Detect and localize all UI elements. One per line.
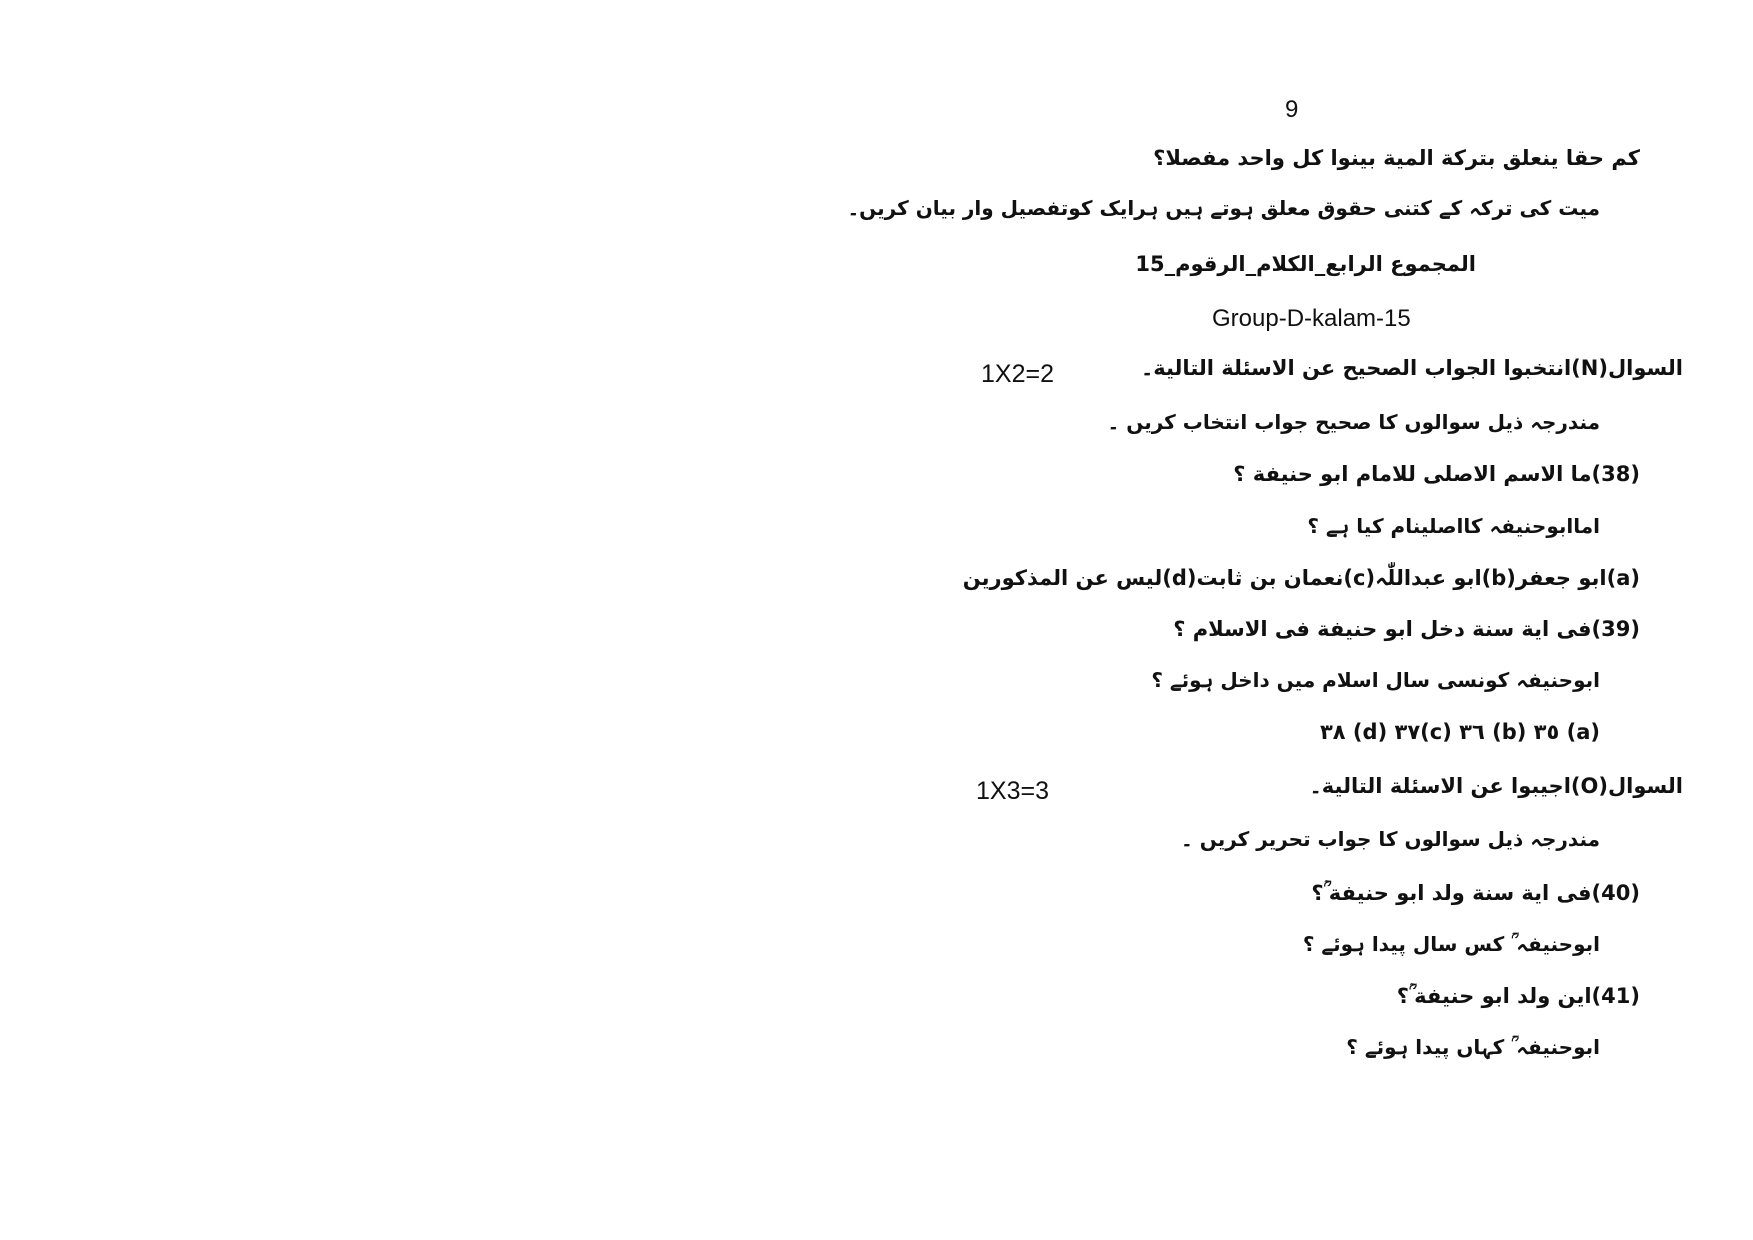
question-38-options: (a)ابو جعفر(b)ابو عبداللّٰہ(c)نعمان بن ثابت(d)لیس عن المذكورين (962, 566, 1640, 590)
section-n-instruction-urdu: مندرجہ ذیل سوالوں کا صحیح جواب انتخاب کریں ۔ (1107, 410, 1600, 434)
section-o-instruction-urdu: مندرجہ ذیل سوالوں کا جواب تحریر کریں ۔ (1181, 827, 1600, 851)
question-39-urdu: ابوحنیفہ کونسی سال اسلام میں داخل ہوئے ؟ (1151, 668, 1600, 692)
question-41-arabic: (41)این ولد ابو حنیفة ؒ؟ (1396, 984, 1640, 1008)
previous-question-arabic: كم حقا ينعلق بتركة المية بينوا كل واحد مفصلا؟ (1153, 146, 1640, 170)
previous-question-urdu: میت کی ترکہ کے کتنی حقوق معلق ہوتے ہیں ہرایک کوتفصیل وار بیان کریں۔ (847, 196, 1600, 220)
group-heading-english: Group-D-kalam-15 (1212, 305, 1411, 332)
question-38-arabic: (38)ما الاسم الاصلی للامام ابو حنیفة ؟ (1233, 462, 1640, 486)
section-o-title: السوال(O)اجیبوا عن الاسئلة التالية۔ (1309, 774, 1683, 798)
section-n-title: السوال(N)انتخبوا الجواب الصحيح عن الاسئلة التالية۔ (1140, 356, 1683, 380)
group-heading-arabic: المجموع الرابع_الكلام_الرقوم_15 (1135, 252, 1476, 276)
question-40-arabic: (40)فی ایة سنة ولد ابو حنیفة ؒ؟ (1311, 881, 1640, 905)
question-39-options: (a) ٣٥ (b) ٣٦ (c)٣٧ (d) ٣٨ (1319, 720, 1600, 744)
section-o-marks: 1X3=3 (976, 777, 1049, 805)
question-39-arabic: (39)فی ایة سنة دخل ابو حنیفة فی الاسلام ؟ (1173, 617, 1640, 641)
question-40-urdu: ابوحنیفہ ؒ کس سال پیدا ہوئے ؟ (1302, 932, 1600, 956)
section-n-marks: 1X2=2 (981, 360, 1054, 388)
question-41-urdu: ابوحنیفہ ؒ کہاں پیدا ہوئے ؟ (1346, 1035, 1600, 1059)
question-38-urdu: اماابوحنیفہ کااصلینام کیا ہے ؟ (1307, 514, 1600, 538)
page-number: 9 (1285, 96, 1299, 123)
